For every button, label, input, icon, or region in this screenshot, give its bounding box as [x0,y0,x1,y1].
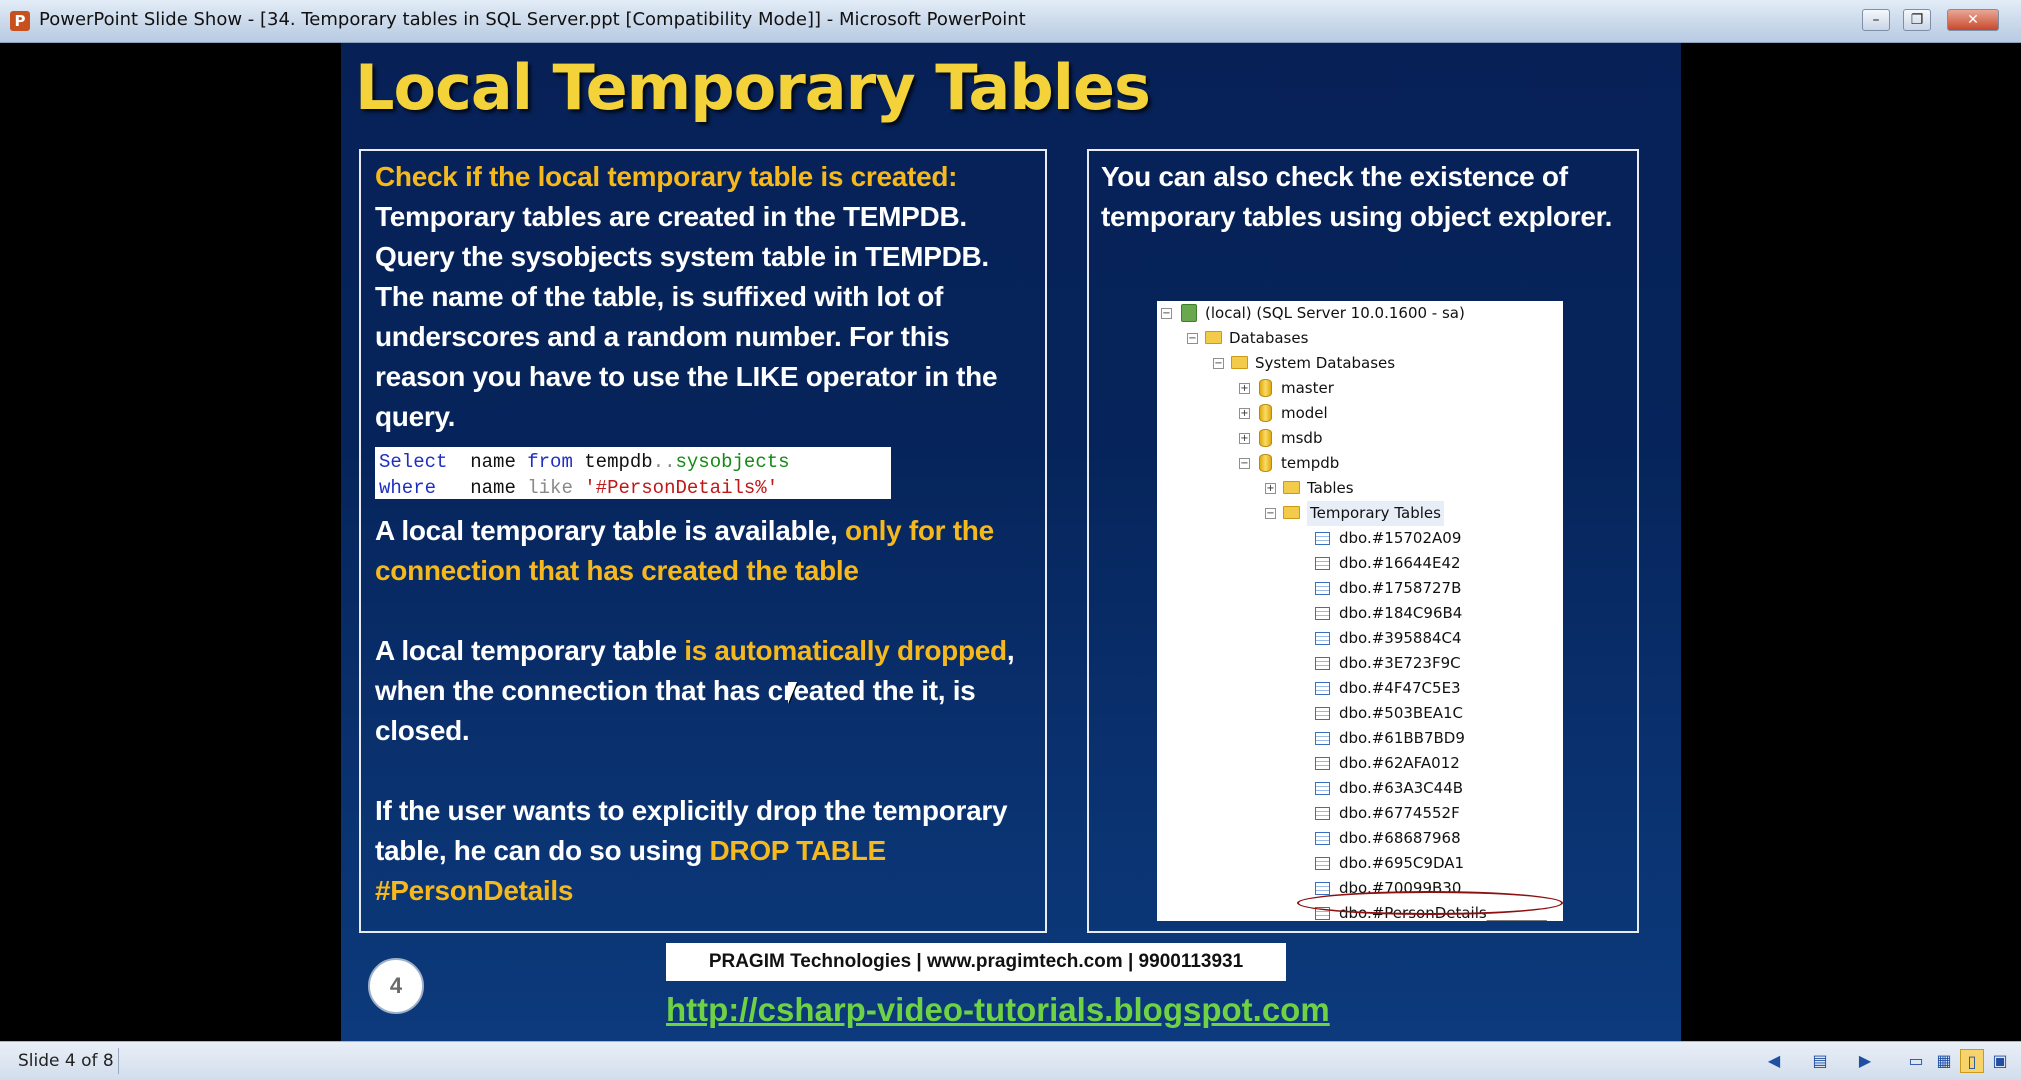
code-keyword: from [527,451,573,473]
database-icon [1259,429,1272,447]
collapse-icon[interactable]: − [1214,358,1223,369]
restore-button[interactable]: ❐ [1903,9,1931,31]
availability-text: A local temporary table is available, [375,515,845,546]
tree-label: dbo.#15702A09 [1339,529,1462,547]
tree-label: dbo.#68687968 [1339,829,1461,847]
folder-icon [1283,506,1300,519]
right-content-panel [1087,149,1639,933]
normal-view-icon[interactable]: ▭ [1908,1051,1924,1070]
tree-label: dbo.#395884C4 [1339,629,1462,647]
tree-label: Tables [1307,479,1354,497]
tree-label: master [1281,379,1334,397]
tree-label: msdb [1281,429,1323,447]
explicit-drop-paragraph [375,791,1043,911]
expand-icon[interactable]: + [1240,433,1249,444]
explicit-drop-highlight: DROP TABLE #PersonDetails [375,835,886,906]
collapse-icon[interactable]: − [1162,308,1171,319]
footer-banner: PRAGIM Technologies | www.pragimtech.com | 9900113931 [666,943,1286,981]
table-icon [1315,657,1330,670]
close-button[interactable]: ✕ [1947,9,1999,31]
table-icon [1315,807,1330,820]
tree-label: dbo.#3E723F9C [1339,654,1461,672]
tree-label: tempdb [1281,454,1340,472]
status-bar [0,1041,2021,1080]
auto-drop-highlight: is automatically dropped [684,635,1007,666]
table-icon [1315,582,1330,595]
object-explorer-tree [1157,301,1563,921]
code-keyword: Select [379,451,448,473]
tree-label: (local) (SQL Server 10.0.1600 - sa) [1205,304,1465,322]
tree-label: dbo.#503BEA1C [1339,704,1463,722]
powerpoint-icon: P [10,11,30,31]
slide-counter: Slide 4 of 8 [18,1051,114,1071]
next-slide-icon[interactable]: ▶ [1858,1051,1872,1070]
slide-title: Local Temporary Tables [355,51,1150,124]
object-explorer-note: You can also check the existence of temporary tables using object explorer. [1101,161,1613,232]
highlight-circle [1297,891,1563,915]
table-icon [1315,882,1330,895]
tree-label: Temporary Tables [1307,501,1444,526]
collapse-icon[interactable]: − [1188,333,1197,344]
code-object: sysobjects [675,451,790,473]
auto-drop-text: A local temporary table [375,635,685,666]
code-keyword: where [379,477,437,499]
check-body: Temporary tables are created in the TEMPDB. Query the sysobjects system table in TEMPDB. The name of the table, is suffixed with lot of underscores and a random number. For this reason you have to use the LIKE operator in the query. [375,201,998,432]
folder-icon [1205,331,1222,344]
code-string: '#PersonDetails%' [584,477,779,499]
window-titlebar [0,0,2021,43]
mouse-cursor [788,682,797,704]
server-icon [1181,304,1197,322]
table-icon [1315,632,1330,645]
code-text: name [470,451,516,473]
tree-label: dbo.#695C9DA1 [1339,854,1465,872]
folder-icon [1283,481,1300,494]
tree-label: dbo.#16644E42 [1339,554,1461,572]
database-icon [1259,454,1272,472]
expand-icon[interactable]: + [1240,408,1249,419]
table-icon [1315,857,1330,870]
slide-show-icon[interactable]: ▣ [1992,1051,2008,1070]
code-keyword: like [527,477,573,499]
folder-icon [1231,356,1248,369]
check-paragraph [375,157,1043,437]
collapse-icon[interactable]: − [1240,458,1249,469]
database-icon [1259,404,1272,422]
table-icon [1315,557,1330,570]
slide-number-badge: 4 [368,958,424,1014]
slide [341,43,1681,1041]
tree-label: model [1281,404,1328,422]
code-text: name [470,477,516,499]
tree-label: dbo.#62AFA012 [1339,754,1460,772]
tree-label: dbo.#1758727B [1339,579,1462,597]
tree-label: dbo.#184C96B4 [1339,604,1463,622]
tree-label: dbo.#PersonDetails________ [1339,904,1547,921]
left-content-panel [359,149,1047,933]
table-icon [1315,832,1330,845]
table-icon [1315,607,1330,620]
table-icon [1315,757,1330,770]
table-icon [1315,732,1330,745]
check-heading: Check if the local temporary table is created: [375,161,958,192]
table-icon [1315,532,1330,545]
database-icon [1259,379,1272,397]
tree-label: dbo.#63A3C44B [1339,779,1464,797]
tree-label: dbo.#4F47C5E3 [1339,679,1461,697]
explicit-drop-text: If the user wants to explicitly drop the temporary table, he can do so using [375,795,1008,866]
tree-label: dbo.#70099B30 [1339,879,1462,897]
tree-label: dbo.#6774552F [1339,804,1460,822]
status-separator [118,1048,119,1074]
sql-code-box [375,447,891,499]
expand-icon[interactable]: + [1240,383,1249,394]
blog-link[interactable]: http://csharp-video-tutorials.blogspot.com [666,991,1330,1028]
window-title: PowerPoint Slide Show - [34. Temporary tables in SQL Server.ppt [Compatibility Mode]] - Microsoft PowerPoint [39,9,1026,30]
auto-drop-text-end: , when the connection that has created the it, is closed. [375,635,1015,746]
slide-menu-icon[interactable]: ▤ [1812,1051,1828,1070]
tree-label: System Databases [1255,354,1396,372]
tree-label: dbo.#61BB7BD9 [1339,729,1465,747]
availability-paragraph [375,511,1043,591]
availability-highlight: only for the connection that has created the table [375,515,994,586]
minimize-button[interactable]: – [1862,9,1890,31]
reading-view-icon[interactable]: ▯ [1960,1049,1984,1073]
collapse-icon[interactable]: − [1266,508,1275,519]
auto-drop-paragraph [375,631,1043,751]
table-icon [1315,707,1330,720]
code-text: tempdb [584,451,653,473]
tree-label: Databases [1229,329,1309,347]
previous-slide-icon[interactable]: ◀ [1767,1051,1781,1070]
code-text: .. [652,451,676,473]
expand-icon[interactable]: + [1266,483,1275,494]
table-icon [1315,782,1330,795]
slide-sorter-icon[interactable]: ▦ [1936,1051,1952,1070]
table-icon [1315,682,1330,695]
